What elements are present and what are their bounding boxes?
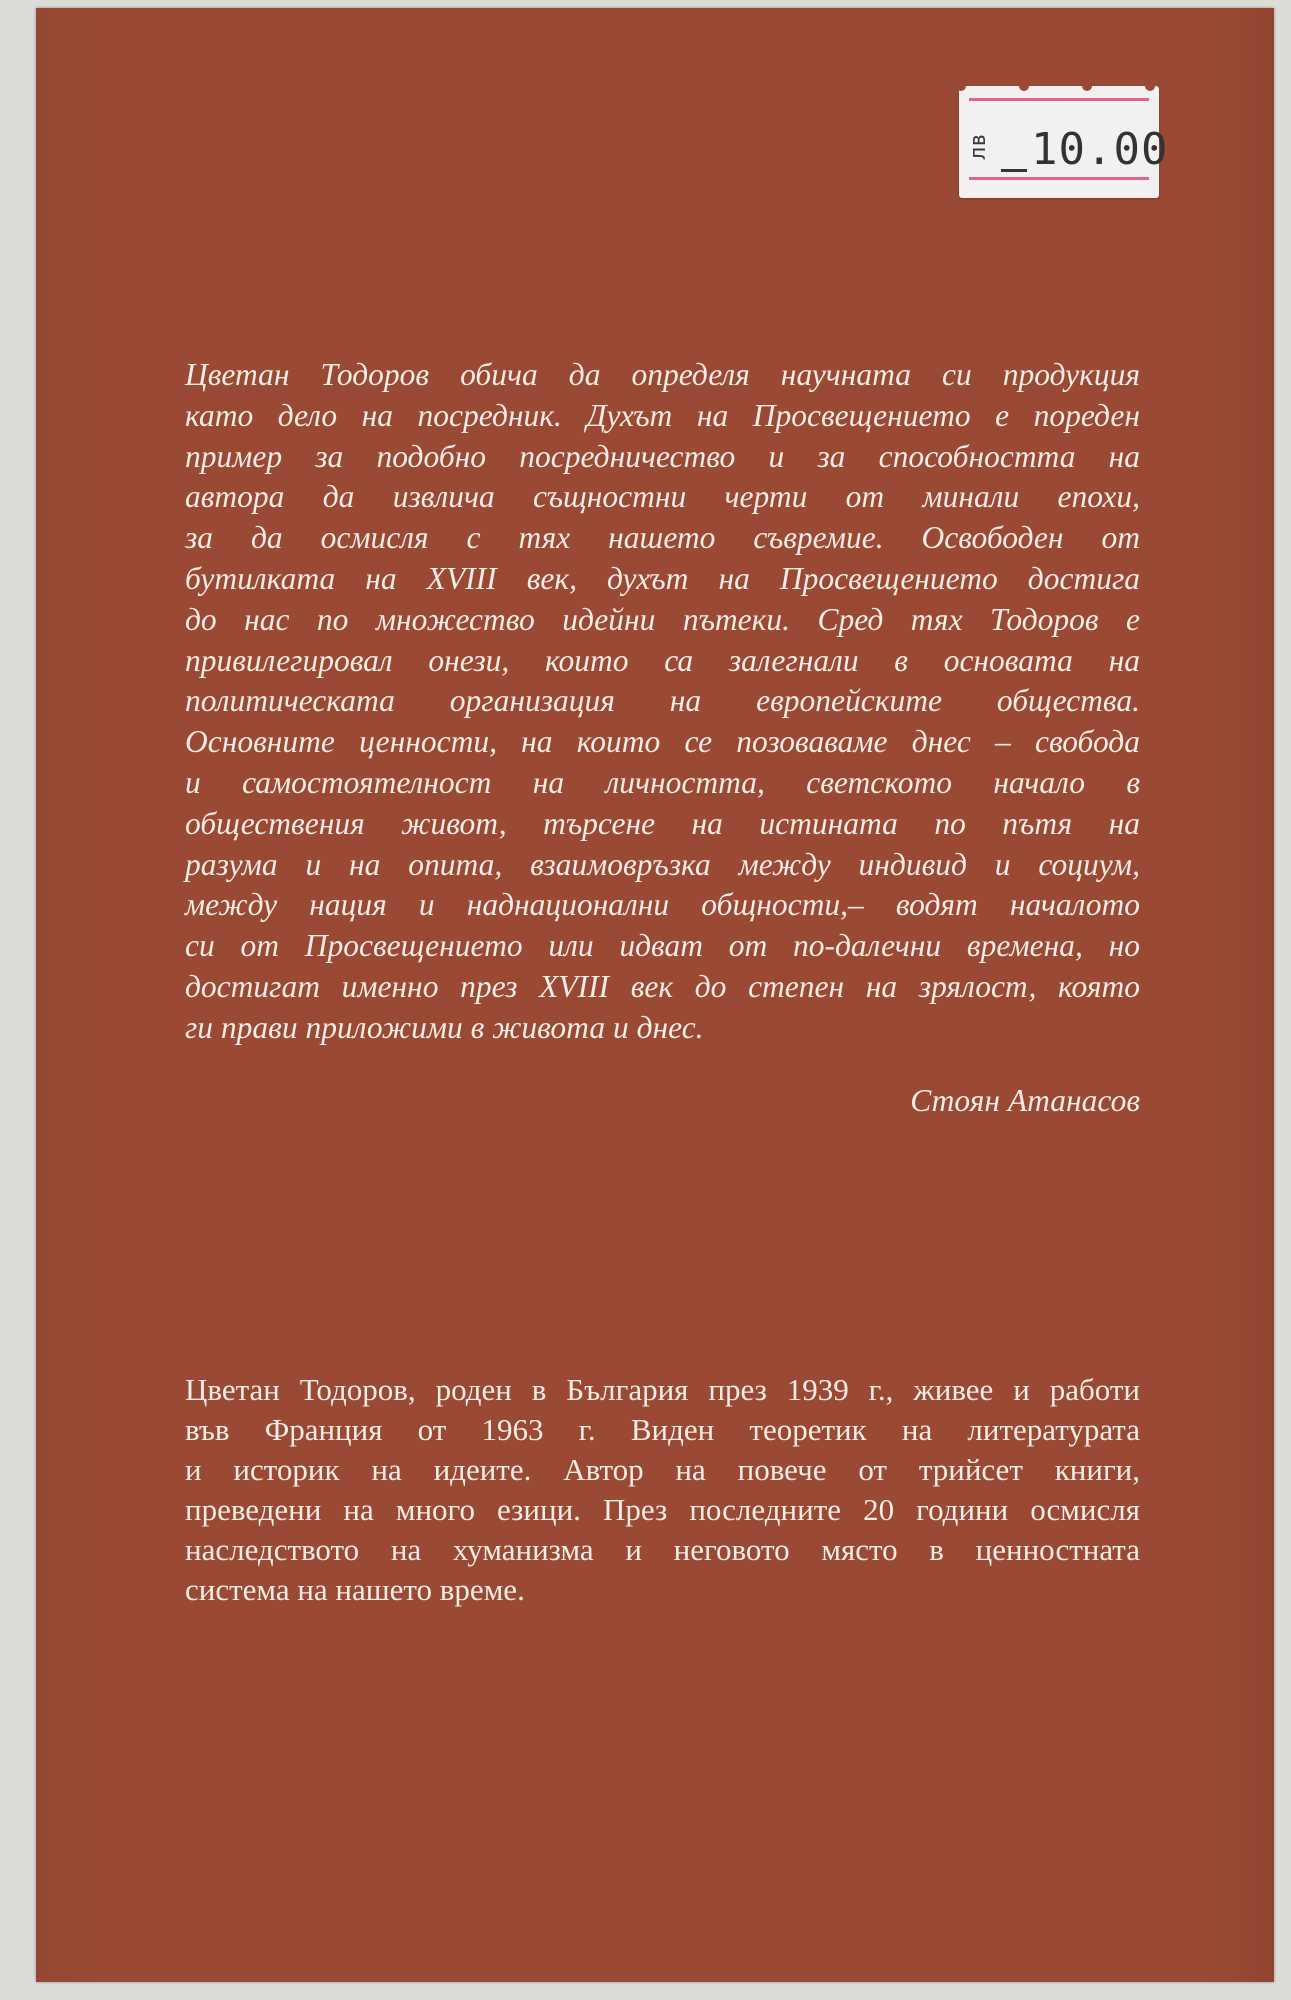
blurb-line: ги прави приложими в живота и днес. (185, 1009, 704, 1045)
price-underline (1001, 169, 1027, 172)
blurb-line: привилегировал онези, които са залегнали в основата на (185, 642, 1140, 678)
blurb-line: политическата организация на европейските общества. (185, 683, 1140, 719)
sticker-bottom-line (969, 177, 1149, 180)
author-bio (185, 1370, 1140, 1610)
sticker-notch (1019, 81, 1029, 91)
blurb-line: за да осмисля с тях нашето съвремие. Освободен от (185, 520, 1140, 556)
blurb-text (185, 355, 1140, 1049)
sticker-top-line (969, 98, 1149, 101)
blurb-line: и самостоятелност на личността, светското начало в (185, 764, 1140, 800)
sticker-notch (956, 81, 966, 91)
sticker-notch (1082, 81, 1092, 91)
blurb-line: като дело на посредник. Духът на Просвещението е пореден (185, 397, 1140, 433)
blurb-line: автора да извлича същностни черти от минали епохи, (185, 479, 1140, 515)
blurb-line: достигат именно през XVIII век до степен на зрялост, която (185, 968, 1140, 1004)
blurb-line: разума и на опита, взаимовръзка между индивид и социум, (185, 846, 1140, 882)
blurb-line: си от Просвещението или идват от по-далечни времена, но (185, 928, 1140, 964)
bio-line: система на нашето време. (185, 1572, 525, 1607)
blurb-line: Цветан Тодоров обича да определя научната си продукция (185, 357, 1140, 392)
bio-line: и историк на идеите. Автор на повече от трийсет книги, (185, 1452, 1140, 1487)
sticker-notch (1145, 81, 1155, 91)
price-currency: лв (965, 133, 991, 160)
price-amount: 10.00 (1031, 124, 1169, 175)
bio-line: във Франция от 1963 г. Виден теоретик на литературата (185, 1412, 1140, 1447)
price-sticker (959, 86, 1169, 198)
blurb-line: между нация и наднационални общности,– водят началото (185, 887, 1140, 923)
blurb-signature: Стоян Атанасов (910, 1083, 1140, 1118)
bio-line: наследството на хуманизма и неговото място в ценностната (185, 1532, 1140, 1567)
blurb-line: пример за подобно посредничество и за способността на (185, 438, 1140, 474)
bio-line: Цветан Тодоров, роден в България през 1939 г., живее и работи (185, 1372, 1140, 1407)
blurb-line: обществения живот, търсене на истината по пътя на (185, 805, 1140, 841)
bio-line: преведени на много езици. През последните 20 години осмисля (185, 1492, 1140, 1527)
blurb-line: Основните ценности, на които се позоваваме днес – свобода (185, 724, 1140, 760)
blurb-line: до нас по множество идейни пътеки. Сред тях Тодоров е (185, 601, 1140, 637)
blurb-line: бутилката на XVIII век, духът на Просвещението достига (185, 560, 1140, 596)
